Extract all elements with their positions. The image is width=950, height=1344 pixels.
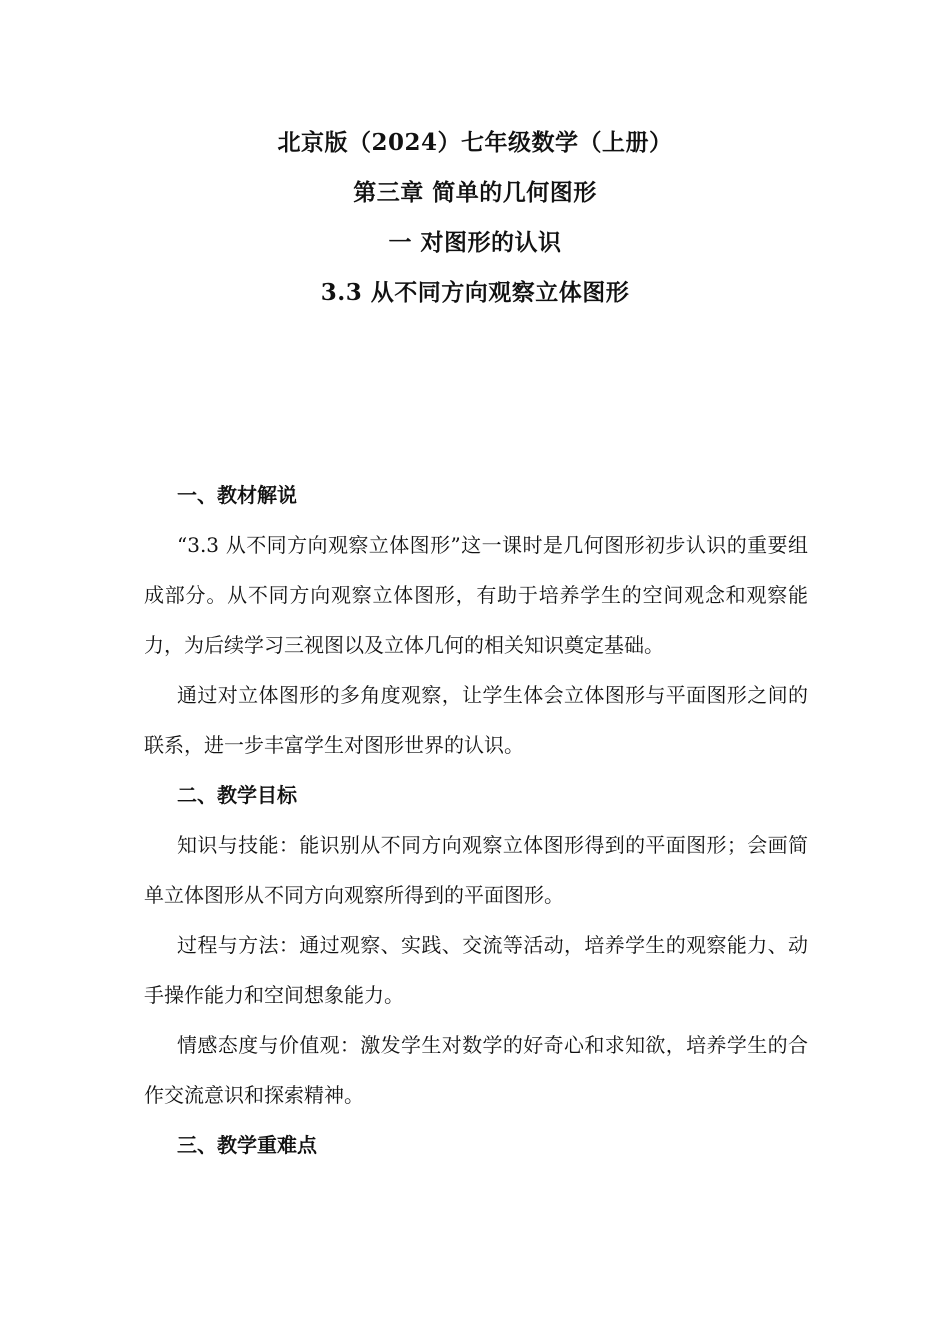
- book-title: 北京版（2024）七年级数学（上册）: [277, 129, 673, 156]
- paragraph: 情感态度与价值观：激发学生对数学的好奇心和求知欲，培养学生的合作交流意识和探索精神。: [144, 1033, 808, 1107]
- lesson-title: 3.3 从不同方向观察立体图形: [320, 279, 630, 306]
- document-body: [144, 470, 808, 1170]
- title-block: [0, 118, 950, 318]
- section-heading-textbook: 一、教材解说: [177, 483, 297, 507]
- section-heading-key-points: 三、教学重难点: [177, 1133, 317, 1157]
- section-heading-objectives: 二、教学目标: [177, 783, 297, 807]
- paragraph: 过程与方法：通过观察、实践、交流等活动，培养学生的观察能力、动手操作能力和空间想象能力。: [144, 933, 808, 1007]
- chapter-title: 第三章 简单的几何图形: [353, 179, 597, 206]
- paragraph: 知识与技能：能识别从不同方向观察立体图形得到的平面图形；会画简单立体图形从不同方向观察所得到的平面图形。: [144, 833, 808, 907]
- paragraph: 通过对立体图形的多角度观察，让学生体会立体图形与平面图形之间的联系，进一步丰富学生对图形世界的认识。: [144, 683, 808, 757]
- paragraph: “3.3 从不同方向观察立体图形”这一课时是几何图形初步认识的重要组成部分。从不同方向观察立体图形，有助于培养学生的空间观念和观察能力，为后续学习三视图以及立体几何的相关知识奠定基础。: [144, 533, 808, 657]
- unit-title: 一 对图形的认识: [388, 229, 562, 256]
